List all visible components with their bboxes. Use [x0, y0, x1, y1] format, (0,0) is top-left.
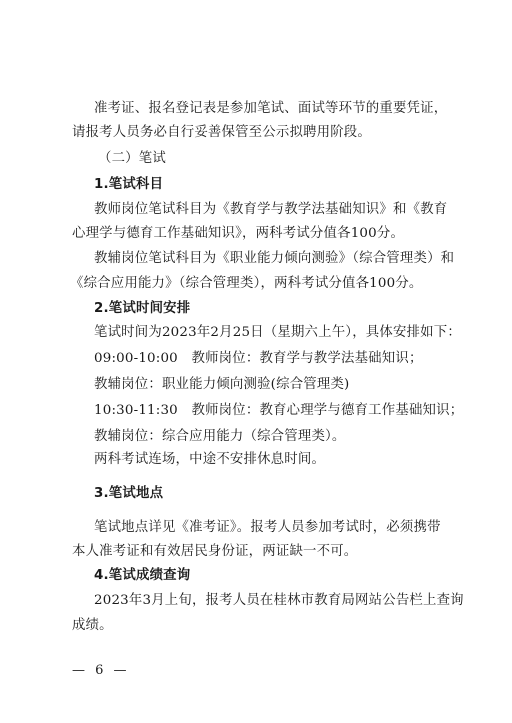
paragraph-line: 教辅岗位笔试科目为《职业能力倾向测验》（综合管理类）和 — [94, 251, 455, 266]
paragraph-line: 本人准考证和有效居民身份证，两证缺一不可。 — [72, 544, 358, 559]
paragraph-line: 准考证、报名登记表是参加笔试、面试等环节的重要凭证， — [94, 101, 448, 116]
paragraph-line: 请报考人员务必自行妥善保管至公示拟聘用阶段。 — [72, 125, 371, 140]
schedule-line: 教辅岗位：综合应用能力（综合管理类）。 — [94, 429, 346, 444]
subsection-heading: 4.笔试成绩查询 — [94, 568, 191, 583]
subsection-heading: 3.笔试地点 — [94, 486, 164, 501]
paragraph-line: 《综合应用能力》（综合管理类），两科考试分值各100分。 — [70, 276, 423, 291]
paragraph-line: 笔试时间为2023年2月25日（星期六上午），具体安排如下： — [94, 325, 461, 340]
paragraph-line: 2023年3月上旬，报考人员在桂林市教育局网站公告栏上查询 — [94, 593, 464, 608]
paragraph-line: 两科考试连场，中途不安排休息时间。 — [94, 452, 326, 467]
schedule-line: 09:00-10:00 教师岗位：教育学与教学法基础知识； — [94, 351, 423, 366]
subsection-heading: 1.笔试科目 — [94, 177, 164, 192]
paragraph-line: 心理学与德育工作基础知识》，两科考试分值各100分。 — [72, 226, 405, 241]
schedule-line: 教辅岗位：职业能力倾向测验(综合管理类) — [94, 377, 350, 392]
paragraph-line: 笔试地点详见《准考证》。报考人员参加考试时，必须携带 — [94, 520, 441, 535]
schedule-line: 10:30-11:30 教师岗位：教育心理学与德育工作基础知识； — [94, 403, 464, 418]
subsection-heading: 2.笔试时间安排 — [94, 301, 191, 316]
paragraph-line: 教师岗位笔试科目为《教育学与教学法基础知识》和《教育 — [94, 202, 448, 217]
page-number: — 6 — — [72, 663, 130, 678]
paragraph-line: 成绩。 — [72, 618, 113, 633]
section-heading: （二）笔试 — [98, 151, 166, 166]
